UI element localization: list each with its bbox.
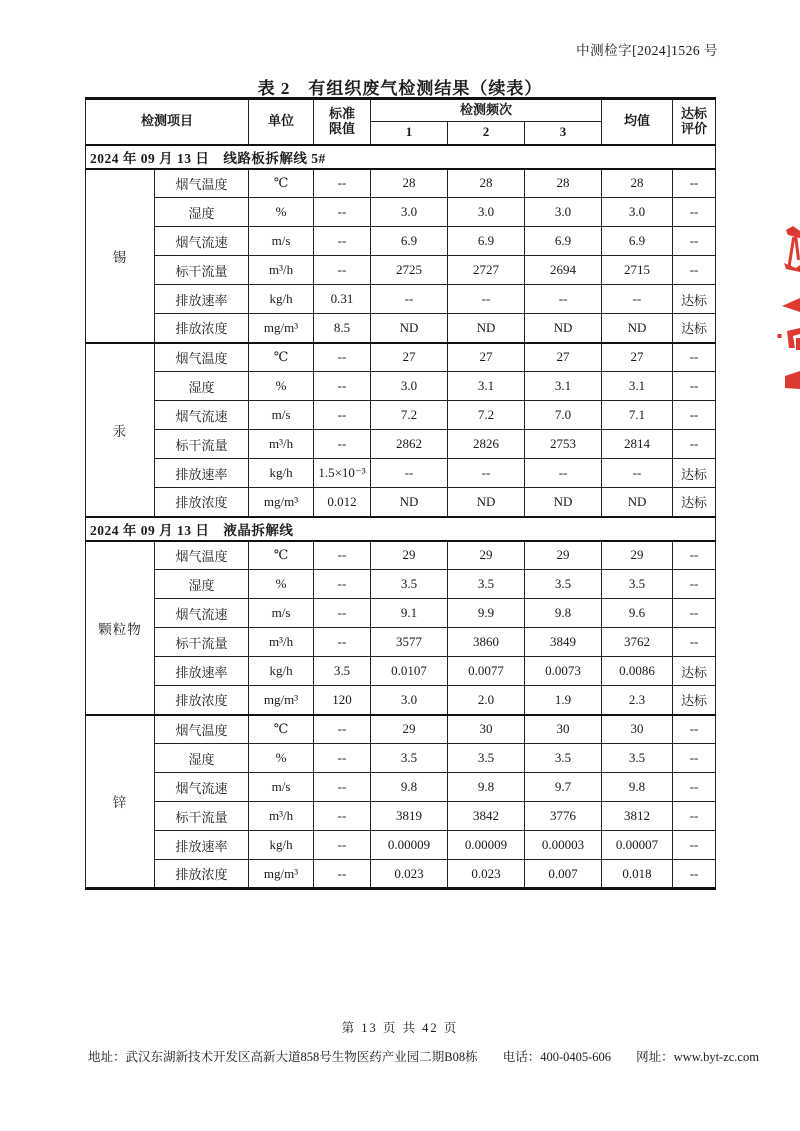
table-row <box>86 686 716 715</box>
cell-unit: m/s <box>249 227 314 256</box>
cell-unit: m/s <box>249 599 314 628</box>
cell-eval: -- <box>673 715 716 744</box>
cell-f2: 0.0077 <box>448 657 525 686</box>
cell-mean: 2.3 <box>602 686 673 715</box>
cell-eval: 达标 <box>673 657 716 686</box>
doc-reference-number: 中测检字[2024]1526 号 <box>576 43 718 58</box>
table-row <box>86 430 716 459</box>
header-limit-line2: 限值 <box>329 120 356 136</box>
table-row <box>86 169 716 198</box>
cell-f3: 0.0073 <box>525 657 602 686</box>
cell-param: 标干流量 <box>155 802 249 831</box>
table-row <box>86 198 716 227</box>
cell-limit: -- <box>314 860 371 889</box>
cell-mean: 0.018 <box>602 860 673 889</box>
cell-f3: 7.0 <box>525 401 602 430</box>
table-row <box>86 343 716 372</box>
table-row <box>86 256 716 285</box>
cell-f1: -- <box>371 285 448 314</box>
cell-param: 排放浓度 <box>155 314 249 343</box>
cell-mean: 29 <box>602 541 673 570</box>
cell-f3: 30 <box>525 715 602 744</box>
cell-unit: ℃ <box>249 541 314 570</box>
cell-f2: 3.0 <box>448 198 525 227</box>
cell-mean: 28 <box>602 169 673 198</box>
table-body <box>86 145 716 889</box>
cell-limit: -- <box>314 570 371 599</box>
cell-limit: 3.5 <box>314 657 371 686</box>
cell-f2: 3842 <box>448 802 525 831</box>
cell-eval: -- <box>673 343 716 372</box>
header-mean: 均值 <box>602 99 673 145</box>
cell-eval: -- <box>673 227 716 256</box>
cell-f2: 30 <box>448 715 525 744</box>
cell-param: 排放浓度 <box>155 860 249 889</box>
header-frequency-1: 1 <box>371 122 448 145</box>
cell-param: 烟气温度 <box>155 541 249 570</box>
cell-f2: 2826 <box>448 430 525 459</box>
cell-param: 排放速率 <box>155 657 249 686</box>
cell-f1: 2862 <box>371 430 448 459</box>
cell-f1: 3.5 <box>371 570 448 599</box>
table-row <box>86 773 716 802</box>
cell-f3: 2753 <box>525 430 602 459</box>
cell-f1: 28 <box>371 169 448 198</box>
cell-limit: -- <box>314 628 371 657</box>
cell-param: 湿度 <box>155 372 249 401</box>
cell-f3: ND <box>525 488 602 517</box>
cell-f2: 3.5 <box>448 570 525 599</box>
cell-f2: 3860 <box>448 628 525 657</box>
cell-eval: 达标 <box>673 459 716 488</box>
cell-eval: -- <box>673 198 716 227</box>
cell-limit: -- <box>314 541 371 570</box>
section-title: 2024 年 09 月 13 日 线路板拆解线 5# <box>86 145 716 169</box>
cell-mean: 9.8 <box>602 773 673 802</box>
cell-mean: 3.0 <box>602 198 673 227</box>
table-row <box>86 488 716 517</box>
cell-unit: % <box>249 372 314 401</box>
cell-unit: ℃ <box>249 343 314 372</box>
cell-f3: 3.5 <box>525 744 602 773</box>
cell-f2: -- <box>448 459 525 488</box>
cell-unit: mg/m³ <box>249 314 314 343</box>
cell-f3: 3776 <box>525 802 602 831</box>
cell-param: 排放速率 <box>155 459 249 488</box>
header-eval-line1: 达标 <box>681 105 708 121</box>
cell-f2: 3.1 <box>448 372 525 401</box>
cell-param: 烟气温度 <box>155 169 249 198</box>
cell-limit: -- <box>314 372 371 401</box>
cell-unit: m³/h <box>249 430 314 459</box>
cell-limit: -- <box>314 744 371 773</box>
cell-limit: -- <box>314 430 371 459</box>
cell-unit: kg/h <box>249 657 314 686</box>
cell-param: 烟气流速 <box>155 401 249 430</box>
cell-f1: 29 <box>371 715 448 744</box>
cell-f3: 3.5 <box>525 570 602 599</box>
table-row <box>86 831 716 860</box>
cell-f2: 9.9 <box>448 599 525 628</box>
cell-mean: 9.6 <box>602 599 673 628</box>
cell-mean: 3.1 <box>602 372 673 401</box>
group-cell: 颗粒物 <box>86 541 155 715</box>
section-title: 2024 年 09 月 13 日 液晶拆解线 <box>86 517 716 541</box>
cell-eval: 达标 <box>673 314 716 343</box>
cell-eval: -- <box>673 744 716 773</box>
cell-f2: 27 <box>448 343 525 372</box>
cell-f3: ND <box>525 314 602 343</box>
cell-unit: mg/m³ <box>249 488 314 517</box>
cell-limit: -- <box>314 401 371 430</box>
cell-f3: 9.7 <box>525 773 602 802</box>
cell-f2: 2727 <box>448 256 525 285</box>
cell-unit: kg/h <box>249 831 314 860</box>
cell-limit: 120 <box>314 686 371 715</box>
cell-mean: ND <box>602 488 673 517</box>
cell-eval: -- <box>673 802 716 831</box>
cell-param: 排放速率 <box>155 831 249 860</box>
cell-mean: -- <box>602 459 673 488</box>
cell-eval: -- <box>673 628 716 657</box>
table-row <box>86 628 716 657</box>
cell-unit: % <box>249 570 314 599</box>
cell-f2: 28 <box>448 169 525 198</box>
section-title-row <box>86 145 716 169</box>
cell-f1: 3577 <box>371 628 448 657</box>
cell-f3: 9.8 <box>525 599 602 628</box>
cell-param: 标干流量 <box>155 628 249 657</box>
cell-f3: 1.9 <box>525 686 602 715</box>
cell-limit: -- <box>314 198 371 227</box>
cell-eval: 达标 <box>673 285 716 314</box>
cell-f2: 0.023 <box>448 860 525 889</box>
cell-f1: 9.8 <box>371 773 448 802</box>
cell-param: 湿度 <box>155 570 249 599</box>
cell-limit: -- <box>314 715 371 744</box>
header-frequency-2: 2 <box>448 122 525 145</box>
cell-mean: 7.1 <box>602 401 673 430</box>
cell-unit: % <box>249 744 314 773</box>
cell-unit: kg/h <box>249 459 314 488</box>
footer-address: 地址：武汉东湖新技术开发区高新大道858号生物医药产业园二期B08栋 <box>88 1050 478 1064</box>
page-indicator: 第 13 页 共 42 页 <box>341 1021 459 1035</box>
cell-f1: 0.0107 <box>371 657 448 686</box>
cell-eval: -- <box>673 831 716 860</box>
table-row <box>86 285 716 314</box>
cell-f2: 6.9 <box>448 227 525 256</box>
cell-f1: 3.0 <box>371 686 448 715</box>
header-limit-line1: 标准 <box>329 105 356 121</box>
cell-f2: 7.2 <box>448 401 525 430</box>
emission-results-table <box>85 97 716 890</box>
table-row <box>86 541 716 570</box>
cell-eval: -- <box>673 541 716 570</box>
cell-f1: 6.9 <box>371 227 448 256</box>
cell-unit: ℃ <box>249 169 314 198</box>
section-title-row <box>86 517 716 541</box>
table-row <box>86 459 716 488</box>
cell-mean: 3762 <box>602 628 673 657</box>
cell-f1: 0.023 <box>371 860 448 889</box>
cell-limit: 8.5 <box>314 314 371 343</box>
cell-f2: 2.0 <box>448 686 525 715</box>
cell-mean: 2814 <box>602 430 673 459</box>
table-row <box>86 314 716 343</box>
cell-eval: -- <box>673 599 716 628</box>
cell-unit: m³/h <box>249 628 314 657</box>
cell-param: 湿度 <box>155 198 249 227</box>
cell-mean: 0.00007 <box>602 831 673 860</box>
table-row <box>86 227 716 256</box>
cell-f3: 3.1 <box>525 372 602 401</box>
cell-limit: -- <box>314 831 371 860</box>
cell-f3: 2694 <box>525 256 602 285</box>
cell-f3: 0.007 <box>525 860 602 889</box>
cell-mean: 2715 <box>602 256 673 285</box>
cell-mean: -- <box>602 285 673 314</box>
cell-unit: mg/m³ <box>249 686 314 715</box>
cell-unit: m/s <box>249 401 314 430</box>
cell-f1: 0.00009 <box>371 831 448 860</box>
cell-param: 排放浓度 <box>155 686 249 715</box>
cell-unit: m/s <box>249 773 314 802</box>
cell-eval: -- <box>673 401 716 430</box>
cell-eval: -- <box>673 430 716 459</box>
cell-mean: ND <box>602 314 673 343</box>
table-row <box>86 372 716 401</box>
cell-f3: 28 <box>525 169 602 198</box>
cell-param: 烟气温度 <box>155 715 249 744</box>
cell-mean: 30 <box>602 715 673 744</box>
cell-f1: 3.5 <box>371 744 448 773</box>
cell-unit: m³/h <box>249 256 314 285</box>
cell-f1: 27 <box>371 343 448 372</box>
table-row <box>86 657 716 686</box>
cell-mean: 0.0086 <box>602 657 673 686</box>
cell-limit: -- <box>314 773 371 802</box>
cell-eval: -- <box>673 860 716 889</box>
footer-contact-line <box>88 1047 759 1065</box>
header-unit: 单位 <box>249 99 314 145</box>
table-row <box>86 744 716 773</box>
cell-limit: -- <box>314 343 371 372</box>
table-row <box>86 401 716 430</box>
cell-unit: kg/h <box>249 285 314 314</box>
cell-f2: ND <box>448 314 525 343</box>
group-cell: 锌 <box>86 715 155 889</box>
cell-limit: -- <box>314 802 371 831</box>
cell-f3: 27 <box>525 343 602 372</box>
cell-f1: -- <box>371 459 448 488</box>
cell-f1: 9.1 <box>371 599 448 628</box>
cell-f1: 3.0 <box>371 198 448 227</box>
cell-f1: ND <box>371 488 448 517</box>
cell-param: 标干流量 <box>155 430 249 459</box>
cell-eval: -- <box>673 773 716 802</box>
cell-limit: -- <box>314 256 371 285</box>
cell-eval: 达标 <box>673 686 716 715</box>
cell-f3: -- <box>525 459 602 488</box>
cell-param: 烟气温度 <box>155 343 249 372</box>
cell-f3: 29 <box>525 541 602 570</box>
header-frequency-3: 3 <box>525 122 602 145</box>
header-frequency: 检测频次 <box>371 99 602 122</box>
cell-f1: 29 <box>371 541 448 570</box>
cell-f2: 0.00009 <box>448 831 525 860</box>
footer-phone: 电话：400-0405-606 <box>502 1050 612 1064</box>
cell-mean: 3.5 <box>602 570 673 599</box>
table-row <box>86 570 716 599</box>
cell-unit: ℃ <box>249 715 314 744</box>
group-cell: 锡 <box>86 169 155 343</box>
header-project: 检测项目 <box>86 99 249 145</box>
cell-eval: -- <box>673 169 716 198</box>
cell-unit: % <box>249 198 314 227</box>
cell-param: 烟气流速 <box>155 227 249 256</box>
cell-limit: 0.012 <box>314 488 371 517</box>
cell-eval: -- <box>673 570 716 599</box>
cell-eval: -- <box>673 256 716 285</box>
cell-unit: mg/m³ <box>249 860 314 889</box>
header-eval-line2: 评价 <box>681 120 708 136</box>
cell-f3: -- <box>525 285 602 314</box>
cell-f3: 3849 <box>525 628 602 657</box>
cell-f2: 3.5 <box>448 744 525 773</box>
cell-f3: 3.0 <box>525 198 602 227</box>
cell-f3: 6.9 <box>525 227 602 256</box>
cell-eval: 达标 <box>673 488 716 517</box>
cell-limit: -- <box>314 599 371 628</box>
cell-f2: 29 <box>448 541 525 570</box>
footer-website: 网址：www.byt-zc.com <box>636 1050 759 1064</box>
cell-limit: -- <box>314 169 371 198</box>
table-row <box>86 599 716 628</box>
cell-f1: 3.0 <box>371 372 448 401</box>
cell-f2: -- <box>448 285 525 314</box>
group-cell: 汞 <box>86 343 155 517</box>
cell-param: 烟气流速 <box>155 773 249 802</box>
table-row <box>86 860 716 889</box>
cell-param: 排放速率 <box>155 285 249 314</box>
cell-f2: 9.8 <box>448 773 525 802</box>
table-row <box>86 715 716 744</box>
cell-unit: m³/h <box>249 802 314 831</box>
cell-param: 烟气流速 <box>155 599 249 628</box>
table-header <box>86 99 716 145</box>
cell-limit: -- <box>314 227 371 256</box>
cell-limit: 0.31 <box>314 285 371 314</box>
cell-mean: 3812 <box>602 802 673 831</box>
cell-f1: ND <box>371 314 448 343</box>
cell-f1: 7.2 <box>371 401 448 430</box>
cell-f2: ND <box>448 488 525 517</box>
header-eval <box>673 99 716 145</box>
cell-param: 湿度 <box>155 744 249 773</box>
cell-mean: 3.5 <box>602 744 673 773</box>
table-row <box>86 802 716 831</box>
table-title: 表 2 有组织废气检测结果（续表） <box>257 79 543 98</box>
cell-param: 标干流量 <box>155 256 249 285</box>
cell-mean: 6.9 <box>602 227 673 256</box>
cell-limit: 1.5×10⁻³ <box>314 459 371 488</box>
cell-eval: -- <box>673 372 716 401</box>
cell-f3: 0.00003 <box>525 831 602 860</box>
cell-mean: 27 <box>602 343 673 372</box>
cell-f1: 3819 <box>371 802 448 831</box>
cell-f1: 2725 <box>371 256 448 285</box>
cell-param: 排放浓度 <box>155 488 249 517</box>
header-limit <box>314 99 371 145</box>
red-seal-stamp-fragment <box>776 224 800 402</box>
